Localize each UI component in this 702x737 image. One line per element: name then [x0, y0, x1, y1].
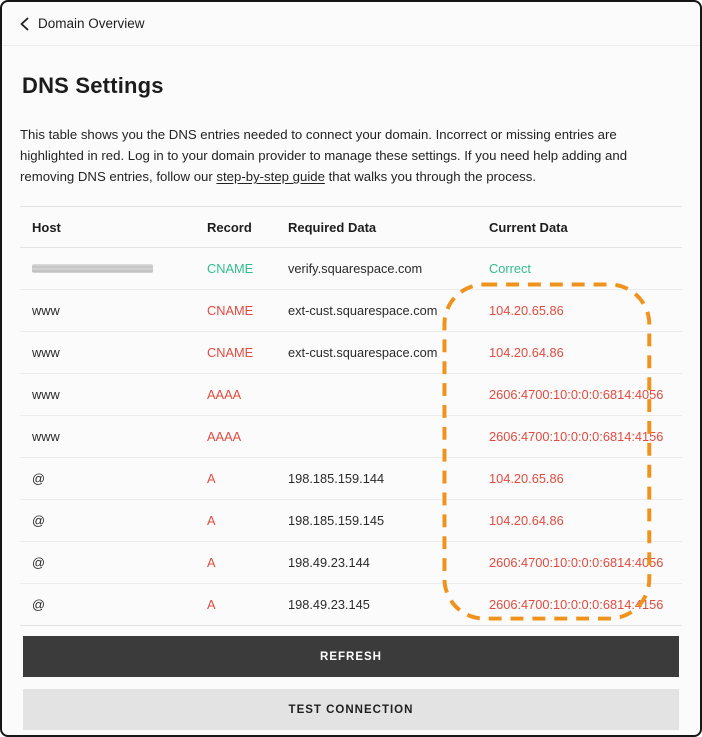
host-cell: @	[32, 597, 45, 612]
current-cell: Correct	[489, 261, 531, 276]
record-cell: AAAA	[207, 387, 242, 402]
description-part2: that walks you through the process.	[324, 169, 537, 184]
table-row	[20, 290, 682, 332]
column-header-host: Host	[32, 219, 61, 235]
record-cell: A	[207, 555, 216, 570]
record-cell: A	[207, 597, 216, 612]
host-cell: www	[32, 387, 60, 402]
current-cell: 104.20.65.86	[489, 471, 564, 486]
content-area	[2, 73, 700, 730]
current-cell: 104.20.64.86	[489, 513, 564, 528]
table-row	[20, 374, 682, 416]
required-cell: 198.185.159.144	[288, 471, 385, 486]
description-part1: This table shows you the DNS entries needed to connect your domain. Incorrect or missing entries are highlighted in red. Log in to your domain provider to manage these settings. If you need help adding and removing DNS entries, follow our	[20, 127, 628, 184]
required-cell	[276, 374, 477, 415]
page-title: DNS Settings	[22, 73, 164, 98]
host-cell: @	[32, 471, 45, 486]
record-cell: CNAME	[207, 303, 254, 318]
required-cell: 198.49.23.144	[288, 555, 370, 570]
required-cell: 198.185.159.145	[288, 513, 385, 528]
step-by-step-guide-link[interactable]: step-by-step guide	[216, 169, 325, 184]
current-cell: 104.20.65.86	[489, 303, 564, 318]
table-row	[20, 416, 682, 458]
table-body	[20, 248, 682, 626]
redacted-host-bar	[32, 264, 153, 273]
current-cell: 2606:4700:10:0:0:0:6814:4056	[489, 555, 664, 570]
back-navigation[interactable]	[2, 2, 700, 46]
current-cell: 2606:4700:10:0:0:0:6814:4156	[489, 597, 664, 612]
host-cell: @	[32, 555, 45, 570]
test-connection-button[interactable]: TEST CONNECTION	[23, 689, 679, 730]
record-cell: A	[207, 471, 216, 486]
record-cell: A	[207, 513, 216, 528]
action-buttons	[2, 626, 700, 730]
column-header-record: Record	[207, 219, 252, 235]
required-cell: ext-cust.squarespace.com	[288, 345, 438, 360]
required-cell	[276, 416, 477, 457]
table-row	[20, 248, 682, 290]
host-cell	[20, 248, 195, 289]
record-cell: CNAME	[207, 345, 254, 360]
dns-table	[20, 206, 682, 626]
required-cell: verify.squarespace.com	[288, 261, 423, 276]
host-cell: www	[32, 345, 60, 360]
current-cell: 104.20.64.86	[489, 345, 564, 360]
host-cell: www	[32, 429, 60, 444]
table-row	[20, 458, 682, 500]
table-row	[20, 542, 682, 584]
table-row	[20, 332, 682, 374]
refresh-button[interactable]: REFRESH	[23, 636, 679, 677]
required-cell: 198.49.23.145	[288, 597, 370, 612]
table-row	[20, 584, 682, 626]
record-cell: AAAA	[207, 429, 242, 444]
column-header-required-data: Required Data	[288, 219, 377, 235]
host-cell: @	[32, 513, 45, 528]
required-cell: ext-cust.squarespace.com	[288, 303, 438, 318]
table-row	[20, 500, 682, 542]
table-header-row	[20, 207, 682, 248]
back-chevron-icon	[18, 17, 32, 31]
record-cell: CNAME	[207, 261, 254, 276]
host-cell: www	[32, 303, 60, 318]
current-cell: 2606:4700:10:0:0:0:6814:4156	[489, 429, 664, 444]
current-cell: 2606:4700:10:0:0:0:6814:4056	[489, 387, 664, 402]
back-label: Domain Overview	[38, 16, 145, 31]
description-text	[20, 124, 680, 187]
column-header-current-data: Current Data	[489, 219, 568, 235]
